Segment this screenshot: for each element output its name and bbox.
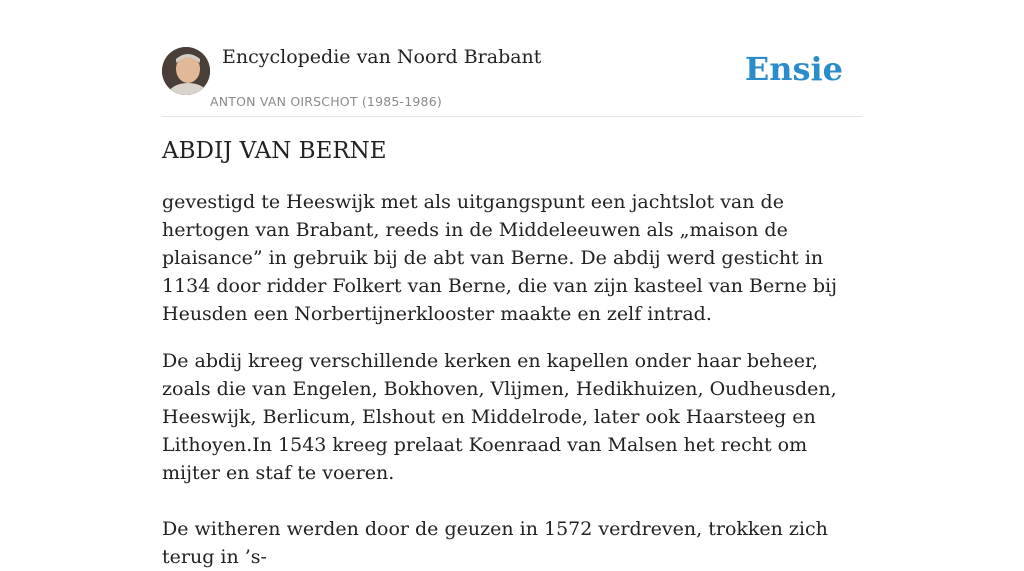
article-paragraph: De abdij kreeg verschillende kerken en kapellen onder haar beheer, zoals die van Engelen, Bokhoven, Vlijmen, Hedikhuizen, Oudheusden, Heeswijk, Berlicum, Elshout en Middelrode, later ook Haarsteeg en Lithoyen.In 1543 kreeg prelaat Koenraad van Malsen het recht om mijter en staf te voeren. bbox=[162, 350, 837, 484]
brand-logo[interactable]: Ensie bbox=[744, 50, 843, 88]
author-portrait-icon bbox=[162, 47, 210, 95]
article-paragraph: gevestigd te Heeswijk met als uitgangspunt een jachtslot van de hertogen van Brabant, reeds in de Middeleeuwen als „maison de plaisance” in gebruik bij de abt van Berne. De abdij werd gesticht in 1134 door ridder Folkert van Berne, die van zijn kasteel van Berne bij Heusden een Norbertijnerklooster maakte en zelf intrad. bbox=[162, 191, 837, 325]
author-avatar[interactable] bbox=[162, 47, 210, 95]
header bbox=[162, 44, 862, 117]
article bbox=[162, 138, 862, 571]
author-name[interactable]: ANTON VAN OIRSCHOT (1985-1986) bbox=[210, 94, 442, 109]
publication-title[interactable]: Encyclopedie van Noord Brabant bbox=[222, 46, 542, 68]
article-paragraph: De witheren werden door de geuzen in 1572 verdreven, trokken zich terug in ’s- bbox=[162, 518, 828, 568]
article-title: ABDIJ VAN BERNE bbox=[162, 138, 387, 164]
